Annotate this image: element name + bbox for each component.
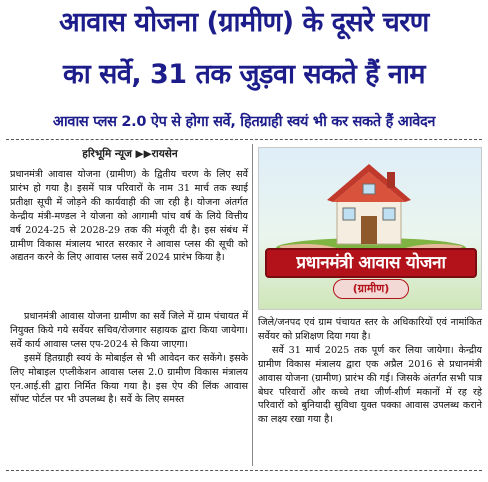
subheadline: आवास प्लस 2.0 ऐप से होगा सर्वे, हितग्राही स्वयं भी कर सकते हैं आवेदन	[52, 114, 436, 130]
scheme-illustration	[258, 147, 482, 310]
article-paragraph: इसमें हितग्राही स्वयं के मोबाईल से भी आवेदन कर सकेंगे। इसके लिए मोबाइल एप्लीकेशन आवास प्लस 2.0 ग्रामीण विकास मंत्रालय एन.आई.सी द्वारा निर्मित किया गया है। इस ऐप की लिंक आवास सॉफ्ट पोर्टल पर भी उपलब्ध है। सर्वे के लिए समस्त	[10, 352, 248, 406]
scheme-banner-title: प्रधानमंत्री आवास योजना	[265, 248, 477, 278]
article-paragraph: प्रधानमंत्री आवास योजना (ग्रामीण) के द्वितीय चरण के लिए सर्वे प्रारंभ हो गया है। इसमें पात्र परिवारों के नाम 31 मार्च तक स्थाई प्रतीक्षा सूची में जोड़ने की कार्यवाही की जा रही है। योजना अंतर्गत केन्द्रीय मंत्री-मण्डल ने योजना को आगामी पांच वर्ष के लिये वित्तीय वर्ष 2024-25 से 2028-29 तक की मंजूरी दी है। इस संबंध में ग्रामीण विकास मंत्रालय भारत सरकार ने आवास प्लस की सूची को अद्यतन करने के लिए आवास प्लस सर्वे 2024 प्रारंभ किया है।	[10, 169, 248, 264]
article-paragraph: सर्वे 31 मार्च 2025 तक पूर्ण कर लिया जायेगा। केन्द्रीय ग्रामीण विकास मंत्रालय द्वारा एक अप्रैल 2016 से प्रधानमंत्री आवास योजना (ग्रामीण) प्रारंभ की गई। जिसके अंतर्गत सभी पात्र बेघर परिवारों और कच्चे तथा जीर्ण-शीर्ण मकानों में रह रहे परिवारों को बुनियादी सुविधा युक्त पक्का आवास उपलब्ध कराने का लक्ष्य रखा गया है।	[258, 344, 482, 426]
article-paragraph: प्रधानमंत्री आवास योजना ग्रामीण का सर्वे जिले में ग्राम पंचायत में नियुक्त किये गये सर्वेयर सचिव/रोजगार सहायक द्वारा किया जायेगा। सर्वे कार्य आवास प्लस एप-2024 से किया जाएगा।	[10, 311, 248, 350]
top-divider	[6, 139, 482, 140]
headline-line-1: आवास योजना (ग्रामीण) के दूसरे चरण	[59, 7, 429, 38]
headline-line-2: का सर्वे, 31 तक जुड़वा सकते हैं नाम	[62, 59, 426, 90]
bottom-divider	[6, 470, 482, 471]
article-paragraph: जिले/जनपद एवं ग्राम पंचायत स्तर के अधिकारियों एवं नामांकित सर्वेयर को प्रशिक्षण दिया गया है।	[258, 317, 482, 342]
article-column-right	[258, 316, 482, 427]
byline: हरिभूमि न्यूज ▶▶रायसेन	[82, 148, 178, 160]
column-divider	[252, 144, 253, 466]
scheme-banner-subtitle: (ग्रामीण)	[333, 279, 409, 299]
article-column-left-bottom	[10, 310, 248, 407]
article-column-left-top	[10, 168, 248, 265]
